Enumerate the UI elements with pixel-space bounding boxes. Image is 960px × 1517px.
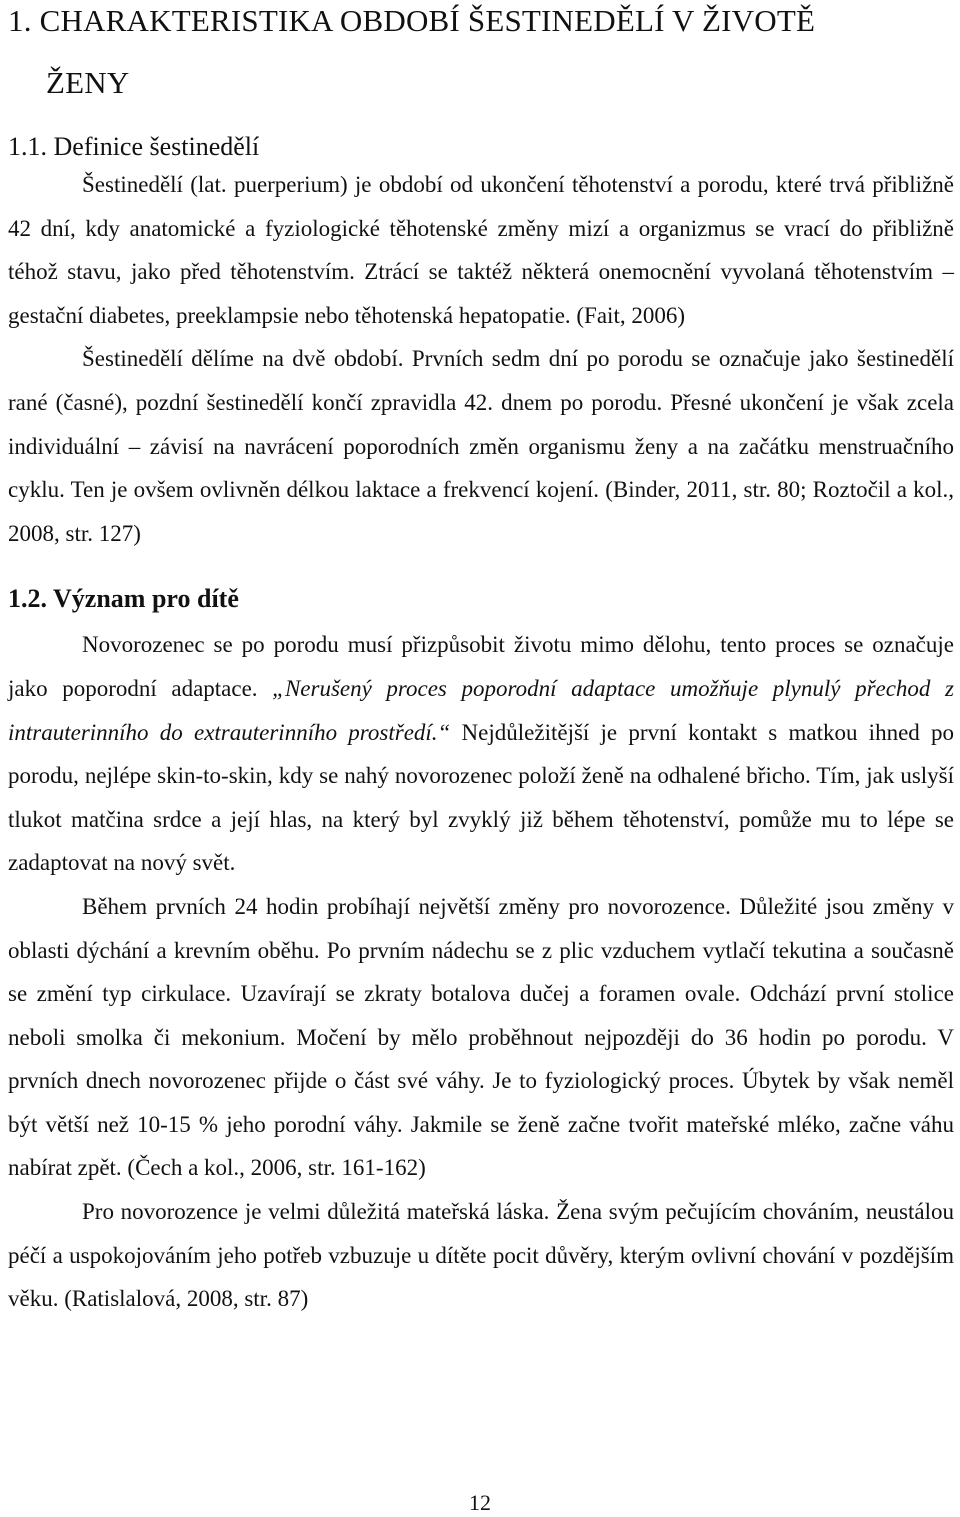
section-heading-definition: 1.1. Definice šestinedělí	[8, 132, 260, 161]
chapter-title-line1: 1. CHARAKTERISTIKA OBDOBÍ ŠESTINEDĚLÍ V ŽIVOTĚ	[8, 3, 816, 38]
paragraph-significance-2	[8, 885, 954, 1190]
quotation: „Nerušený proces poporodní adaptace umožňuje plynulý přechod z intrauterinního do extrauterinního prostředí.“	[8, 675, 954, 745]
paragraph-text: Šestinedělí dělíme na dvě období. Prvních sedm dní po porodu se označuje jako šestinedělí rané (časné), pozdní šestinedělí končí zpravidla 42. dnem po porodu. Přesné ukončení je však zcela individuální – závisí na navrácení poporodních změn organismu ženy a na začátku menstruačního cyklu. Ten je ovšem ovlivněn délkou laktace a frekvencí kojení. (Binder, 2011, str. 80; Roztočil a kol., 2008, str. 127)	[8, 346, 954, 546]
paragraph-significance-1	[8, 623, 954, 885]
section-heading-significance: 1.2. Význam pro dítě	[8, 584, 239, 614]
paragraph-definition-2	[8, 337, 954, 555]
paragraph-text: Pro novorozence je velmi důležitá mateřská láska. Žena svým pečujícím chováním, neustálou péčí a uspokojováním jeho potřeb vzbuzuje u dítěte pocit důvěry, kterým ovlivní chování v pozdějším věku. (Ratislalová, 2008, str. 87)	[8, 1199, 954, 1312]
paragraph-text: Během prvních 24 hodin probíhají největší změny pro novorozence. Důležité jsou změny v oblasti dýchání a krevním oběhu. Po prvním nádechu se z plic vzduchem vytlačí tekutina a současně se změní typ cirkulace. Uzavírají se zkraty botalova dučej a foramen ovale. Odchází první stolice neboli smolka či mekonium. Močení by mělo proběhnout nejpozději do 36 hodin po porodu. V prvních dnech novorozenec přijde o část své váhy. Je to fyziologický proces. Úbytek by však neměl být větší než 10-15 % jeho porodní váhy. Jakmile se ženě začne tvořit mateřské mléko, začne váhu nabírat zpět. (Čech a kol., 2006, str. 161-162)	[8, 893, 954, 1181]
paragraph-text-start: Novorozenec se po porodu musí přizpůsobit životu mimo dělohu, tento proces se označuje jako poporodní adaptace.	[8, 632, 954, 701]
paragraph-definition-1	[8, 163, 954, 337]
page-number: 12	[469, 1490, 491, 1515]
paragraph-text: Šestinedělí (lat. puerperium) je období od ukončení těhotenství a porodu, které trvá přibližně 42 dní, kdy anatomické a fyziologické těhotenské změny mizí a organizmus se vrací do přibližně téhož stavu, jako před těhotenstvím. Ztrácí se taktéž některá onemocnění vyvolaná těhotenstvím – gestační diabetes, preeklampsie nebo těhotenská hepatopatie. (Fait, 2006)	[8, 172, 954, 328]
paragraph-significance-3	[8, 1190, 954, 1321]
document-page	[8, 0, 954, 1321]
chapter-title	[8, 0, 954, 114]
chapter-title-line2: ŽENY	[46, 65, 130, 100]
paragraph-text-end: Nejdůležitější je první kontakt s matkou ihned po porodu, nejlépe skin-to-skin, kdy se nahý novorozenec položí ženě na odhalené břicho. Tím, jak uslyší tlukot matčina srdce a její hlas, na který byl zvyklý již během těhotenství, pomůže mu to lépe se zadaptovat na nový svět.	[8, 719, 954, 876]
